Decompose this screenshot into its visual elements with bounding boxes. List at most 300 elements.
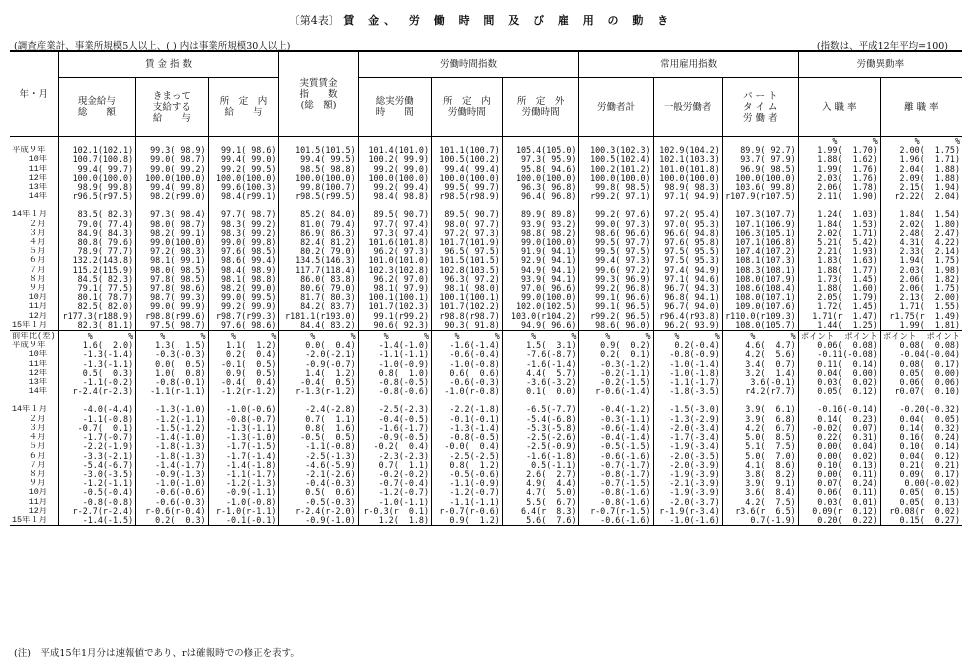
- table-row: [10, 488, 962, 497]
- row-label: [10, 137, 58, 147]
- table-cell: 1.83( 1.63): [798, 256, 880, 265]
- table-body: [10, 137, 962, 526]
- table-cell: 100.5(100.2): [432, 155, 503, 164]
- table-cell: -2.4(-2.8): [279, 405, 358, 414]
- table-cell: 2.00( 1.75): [880, 146, 962, 155]
- table-cell: -1.0(-1.4): [653, 360, 722, 369]
- table-cell: 85.2( 84.0): [279, 210, 358, 219]
- table-cell: -0.4(-1.4): [579, 433, 653, 442]
- table-cell: 101.7(102.2): [432, 302, 503, 311]
- table-cell: -0.8(-0.7): [208, 415, 279, 424]
- table-row: [10, 238, 962, 247]
- table-row: [10, 516, 962, 526]
- table-cell: 99.1( 98.6): [208, 146, 279, 155]
- row-label: 10月: [12, 293, 48, 303]
- table-cell: -1.9(-3.4): [653, 442, 722, 451]
- table-cell: -0.1(-0.1): [208, 516, 279, 526]
- table-cell: 108.0(107.9): [722, 275, 798, 284]
- table-cell: 100.2(101.2): [579, 165, 653, 174]
- table-cell: 102.8(103.5): [432, 266, 503, 275]
- table-cell: -3.6(-3.2): [502, 378, 579, 387]
- table-cell: 1.24( 1.03): [798, 210, 880, 219]
- table-cell: 96.7( 94.0): [653, 302, 722, 311]
- row-label: ７月: [12, 265, 46, 275]
- table-cell: 99.4( 99.5): [279, 155, 358, 164]
- table-cell: 107.3(107.7): [722, 210, 798, 219]
- col-header-accession-rate: 入 職 率: [798, 78, 880, 137]
- table-cell: 90.6( 92.3): [358, 321, 431, 331]
- table-cell: -1.0(-0.9): [358, 360, 431, 369]
- table-cell: 0.2( 0.3): [136, 516, 208, 526]
- table-cell: -1.2(r-1.2): [208, 387, 279, 396]
- table-cell: 0.08( 0.08): [880, 341, 962, 350]
- table-cell: -5.4(-6.7): [58, 461, 136, 470]
- table-cell: -1.9(-3.9): [653, 488, 722, 497]
- table-cell: -0.0( 0.4): [432, 442, 503, 451]
- table-cell: 0.05( 0.00): [880, 369, 962, 378]
- table-cell: -0.8(-1.7): [579, 470, 653, 479]
- table-row: [10, 415, 962, 424]
- row-label: ５月: [12, 442, 46, 452]
- table-cell: -1.2(-1.3): [208, 479, 279, 488]
- table-cell: -1.1(-1.1): [432, 498, 503, 507]
- table-cell: -1.3(-1.1): [58, 360, 136, 369]
- table-cell: 2.13( 2.00): [880, 293, 962, 302]
- table-cell: 84.9( 84.3): [58, 229, 136, 238]
- table-cell: 83.5( 82.3): [58, 210, 136, 219]
- table-row: [10, 302, 962, 311]
- table-cell: 97.8( 98.5): [136, 275, 208, 284]
- table-cell: 96.6( 94.8): [653, 229, 722, 238]
- table-cell: 5.5( 6.7): [502, 498, 579, 507]
- table-cell: 80.2( 79.0): [279, 247, 358, 256]
- table-cell: r0.07( 0.10): [880, 387, 962, 396]
- table-cell: 99.8(100.7): [279, 183, 358, 192]
- table-cell: % %: [722, 332, 798, 341]
- table-cell: 0.11( 0.14): [798, 360, 880, 369]
- table-cell: 86.0( 83.8): [279, 275, 358, 284]
- table-cell: 79.1( 77.5): [58, 284, 136, 293]
- table-cell: [653, 137, 722, 147]
- table-row: [10, 137, 962, 147]
- table-cell: -0.02( 0.07): [798, 424, 880, 433]
- table-cell: 96.3( 96.8): [502, 183, 579, 192]
- table-cell: 5.21( 5.42): [798, 238, 880, 247]
- table-cell: 1.88( 1.60): [798, 284, 880, 293]
- row-label: ８月: [12, 274, 46, 284]
- table-row: [10, 433, 962, 442]
- table-cell: 99.4( 99.8): [136, 183, 208, 192]
- table-cell: 100.0(100.0): [58, 174, 136, 183]
- table-cell: 84.2( 83.7): [279, 302, 358, 311]
- table-cell: 97.1( 94.6): [653, 275, 722, 284]
- table-cell: 99.0( 99.9): [136, 302, 208, 311]
- table-cell: 0.0( 0.5): [136, 360, 208, 369]
- table-cell: 3.6(-0.1): [722, 378, 798, 387]
- table-cell: 0.7( 1.1): [279, 415, 358, 424]
- table-cell: 80.1( 78.7): [58, 293, 136, 302]
- table-cell: -1.6(-1.7): [358, 424, 431, 433]
- table-cell: 0.10( 0.14): [880, 442, 962, 451]
- row-label: ８月: [12, 469, 46, 479]
- table-cell: -0.9(-0.5): [358, 433, 431, 442]
- row-label: 12月: [12, 506, 48, 516]
- table-cell: 97.7( 98.7): [208, 210, 279, 219]
- table-cell: 98.4(r99.1): [208, 192, 279, 201]
- row-label: 11年: [12, 164, 48, 174]
- table-cell: 92.9( 94.1): [502, 256, 579, 265]
- table-row: [10, 229, 962, 238]
- table-cell: 0.09( 0.17): [880, 470, 962, 479]
- table-cell: -0.4( 0.5): [279, 378, 358, 387]
- table-cell: 100.0(100.0): [653, 174, 722, 183]
- table-cell: 97.5( 98.7): [136, 321, 208, 331]
- table-cell: -1.6(-1.4): [502, 360, 579, 369]
- table-cell: r2.22( 2.04): [880, 192, 962, 201]
- table-cell: 0.06( 0.11): [798, 488, 880, 497]
- col-header-separation-rate: 離 職 率: [880, 78, 962, 137]
- table-cell: 98.3( 99.2): [208, 229, 279, 238]
- table-cell: 97.6( 98.6): [208, 321, 279, 331]
- table-cell: -0.8(-0.9): [653, 350, 722, 359]
- table-cell: -0.9(-1.3): [136, 470, 208, 479]
- scope-note: (調査産業計、事業所規模5人以上、( ) 内は事業所規模30人以上): [14, 41, 291, 52]
- table-cell: 84.5( 82.3): [58, 275, 136, 284]
- table-cell: 2.06( 1.82): [880, 275, 962, 284]
- table-cell: 100.0(100.0): [208, 174, 279, 183]
- table-cell: 95.8( 94.6): [502, 165, 579, 174]
- table-cell: 98.7( 99.3): [136, 293, 208, 302]
- table-cell: -0.9(-1.0): [279, 516, 358, 526]
- table-cell: -1.1(-0.8): [279, 442, 358, 451]
- table-cell: -1.7(-1.5): [208, 442, 279, 451]
- table-cell: -0.8(-1.6): [579, 498, 653, 507]
- table-row: [10, 452, 962, 461]
- table-cell: % %: [579, 332, 653, 341]
- working-hours-index-header: 労働時間指数: [358, 51, 579, 78]
- table-cell: 100.2( 99.9): [358, 155, 431, 164]
- table-cell: 1.96( 1.71): [880, 155, 962, 164]
- row-label-header: 年・月: [10, 51, 58, 137]
- table-cell: 99.2( 99.0): [358, 165, 431, 174]
- table-cell: -1.0(r-0.8): [432, 387, 503, 396]
- table-cell: 89.5( 90.7): [432, 210, 503, 219]
- table-cell: -1.0(-0.6): [208, 405, 279, 414]
- table-cell: 0.03( 0.01): [798, 498, 880, 507]
- table-cell: 109.0(107.6): [722, 302, 798, 311]
- table-row: [10, 293, 962, 302]
- table-row: [10, 479, 962, 488]
- table-cell: -1.0(-1.8): [653, 369, 722, 378]
- table-row: [10, 405, 962, 414]
- table-cell: -1.0(-1.0): [136, 479, 208, 488]
- table-cell: 5.6( 7.6): [502, 516, 579, 526]
- table-cell: 108.1(107.3): [722, 256, 798, 265]
- table-cell: 100.3(102.3): [579, 146, 653, 155]
- row-label: ６月: [12, 451, 46, 461]
- table-cell: 0.2( 0.4): [208, 350, 279, 359]
- table-cell: 101.1(100.7): [432, 146, 503, 155]
- table-cell: 98.1( 98.0): [432, 284, 503, 293]
- table-cell: 2.21( 1.93): [798, 247, 880, 256]
- table-cell: 94.9( 96.6): [502, 321, 579, 331]
- table-cell: -2.3(-2.3): [358, 452, 431, 461]
- table-cell: 5.0( 7.0): [722, 452, 798, 461]
- table-cell: 99.0( 97.3): [579, 220, 653, 229]
- table-cell: % %: [58, 332, 136, 341]
- row-label: ３月: [12, 423, 46, 433]
- table-cell: 80.6( 79.0): [279, 284, 358, 293]
- table-cell: -2.5(-0.9): [502, 442, 579, 451]
- table-cell: 5.1( 7.5): [722, 442, 798, 451]
- table-cell: -1.1(r-1.1): [136, 387, 208, 396]
- table-cell: 0.04( 0.05): [880, 415, 962, 424]
- table-cell: 97.7( 97.4): [358, 220, 431, 229]
- table-cell: 3.6( 8.4): [722, 488, 798, 497]
- table-cell: r96.4(r93.8): [653, 312, 722, 321]
- table-cell: 5.0( 8.5): [722, 433, 798, 442]
- table-cell: 100.0(100.0): [136, 174, 208, 183]
- table-cell: 0.0( 0.4): [279, 341, 358, 350]
- table-cell: 0.10( 0.13): [798, 461, 880, 470]
- spacer-row: [10, 396, 962, 405]
- table-cell: -1.2(-0.7): [432, 488, 503, 497]
- table-cell: -0.2(-1.1): [579, 369, 653, 378]
- table-cell: 0.05( 0.12): [798, 387, 880, 396]
- table-cell: 98.6( 96.0): [579, 321, 653, 331]
- table-cell: -2.1(-2.6): [279, 470, 358, 479]
- table-row: [10, 192, 962, 201]
- table-cell: 99.4( 99.7): [58, 165, 136, 174]
- row-label: ２月: [12, 414, 46, 424]
- row-label: 平成９年: [12, 146, 46, 156]
- table-cell: 101.7(102.3): [358, 302, 431, 311]
- table-cell: 93.7( 97.9): [722, 155, 798, 164]
- table-cell: 100.0(100.0): [358, 174, 431, 183]
- table-cell: 97.6( 95.8): [653, 238, 722, 247]
- table-cell: 1.99( 1.76): [798, 165, 880, 174]
- table-cell: 101.5(101.5): [432, 256, 503, 265]
- table-cell: 0.05( 0.15): [880, 488, 962, 497]
- table-cell: 2.02( 1.80): [880, 220, 962, 229]
- table-row: [10, 507, 962, 516]
- table-title-text: 賃 金、 労 働 時 間 及 び 雇 用 の 動 き: [343, 14, 674, 27]
- table-cell: r110.0(r109.3): [722, 312, 798, 321]
- table-cell: -0.8(-0.5): [358, 378, 431, 387]
- table-cell: 99.0( 98.7): [136, 155, 208, 164]
- table-cell: -0.6(-0.3): [432, 378, 503, 387]
- table-cell: 2.03( 1.76): [798, 174, 880, 183]
- table-cell: 0.03( 0.02): [798, 378, 880, 387]
- table-cell: 82.5( 82.0): [58, 302, 136, 311]
- table-cell: 0.14( 0.23): [798, 415, 880, 424]
- table-cell: 98.2( 99.1): [136, 229, 208, 238]
- table-cell: r-0.6(r-0.4): [136, 507, 208, 516]
- table-row: [10, 350, 962, 359]
- table-cell: 0.00( 0.04): [798, 442, 880, 451]
- table-cell: r181.1(r193.0): [279, 312, 358, 321]
- table-cell: 3.9( 6.8): [722, 415, 798, 424]
- table-cell: [208, 137, 279, 147]
- table-cell: -0.2(-1.5): [579, 378, 653, 387]
- table-cell: [432, 137, 503, 147]
- table-cell: 0.7(-1.9): [722, 516, 798, 526]
- table-cell: 0.00( 0.11): [798, 470, 880, 479]
- table-cell: 0.20( 0.22): [798, 516, 880, 526]
- table-cell: r99.2( 96.5): [579, 312, 653, 321]
- col-header-general-workers: 一般労働者: [653, 78, 722, 137]
- table-cell: 0.06( 0.06): [880, 378, 962, 387]
- table-cell: 1.0( 0.8): [136, 369, 208, 378]
- table-cell: 99.0(100.0): [502, 293, 579, 302]
- table-cell: 101.6(101.8): [358, 238, 431, 247]
- table-cell: 108.0(105.7): [722, 321, 798, 331]
- table-cell: r99.2( 97.1): [579, 192, 653, 201]
- col-header-overtime-hours: 所 定 外 労働時間: [502, 78, 579, 137]
- table-cell: 102.0(102.5): [502, 302, 579, 311]
- table-cell: 0.07( 0.24): [798, 479, 880, 488]
- table-cell: 1.84( 1.53): [798, 220, 880, 229]
- table-cell: 99.5( 99.7): [432, 183, 503, 192]
- table-cell: -1.1(-0.8): [58, 415, 136, 424]
- table-cell: 0.5(-1.1): [502, 461, 579, 470]
- row-label: ７月: [12, 460, 46, 470]
- table-cell: 0.21( 0.21): [880, 461, 962, 470]
- table-cell: 0.8( 1.6): [279, 424, 358, 433]
- table-cell: 98.1( 98.8): [208, 275, 279, 284]
- table-cell: 101.5(101.5): [279, 146, 358, 155]
- table-cell: 99.4( 97.3): [579, 256, 653, 265]
- table-cell: -1.4(-1.7): [136, 461, 208, 470]
- row-label: 10年: [12, 350, 48, 360]
- table-cell: -1.3(-1.0): [208, 433, 279, 442]
- table-cell: -0.6(-1.6): [579, 516, 653, 526]
- table-cell: 117.7(118.4): [279, 266, 358, 275]
- spacer-row: [10, 201, 962, 210]
- table-cell: -0.3(-0.3): [136, 350, 208, 359]
- table-title: [0, 12, 962, 28]
- table-cell: ポイント ポイント: [880, 332, 962, 341]
- table-cell: -2.5(-2.6): [502, 433, 579, 442]
- table-cell: 96.3( 97.2): [432, 275, 503, 284]
- table-cell: 98.1( 97.9): [358, 284, 431, 293]
- table-cell: [579, 137, 653, 147]
- table-cell: -0.20(-0.32): [880, 405, 962, 414]
- table-cell: 3.2( 1.4): [722, 369, 798, 378]
- table-cell: 100.7(100.8): [58, 155, 136, 164]
- table-cell: 100.1(100.1): [358, 293, 431, 302]
- table-cell: 100.0(100.0): [432, 174, 503, 183]
- table-cell: 78.9( 77.7): [58, 247, 136, 256]
- table-cell: -0.6(-0.4): [432, 350, 503, 359]
- table-cell: 2.02( 1.71): [798, 229, 880, 238]
- table-cell: -1.8(-1.3): [136, 442, 208, 451]
- table-cell: 0.16( 0.24): [880, 433, 962, 442]
- table-cell: 99.1( 96.6): [579, 293, 653, 302]
- table-cell: -0.11(-0.08): [798, 350, 880, 359]
- table-cell: 97.6( 98.5): [208, 247, 279, 256]
- table-row: [10, 210, 962, 219]
- table-cell: 99.3( 98.9): [136, 146, 208, 155]
- table-cell: 107.4(107.2): [722, 247, 798, 256]
- table-cell: 1.6( 2.0): [58, 341, 136, 350]
- table-cell: 94.9( 94.1): [502, 266, 579, 275]
- row-label: 11月: [12, 302, 48, 312]
- row-label: ９月: [12, 479, 46, 489]
- table-cell: 1.4( 1.2): [279, 369, 358, 378]
- table-cell: -1.2(-0.7): [358, 488, 431, 497]
- row-label: 12年: [12, 173, 48, 183]
- row-label: 10月: [12, 488, 48, 498]
- row-label: ４月: [12, 238, 46, 248]
- table-cell: % %: [358, 332, 431, 341]
- table-cell: [502, 137, 579, 147]
- table-row: [10, 321, 962, 331]
- table-cell: r98.5(r98.9): [432, 192, 503, 201]
- table-cell: 98.6( 96.6): [579, 229, 653, 238]
- row-label: 12年: [12, 368, 48, 378]
- table-cell: -0.2(-0.2): [358, 470, 431, 479]
- row-label: 14年: [12, 192, 48, 202]
- table-cell: -0.5(-0.3): [279, 498, 358, 507]
- table-cell: r-2.4(r-2.0): [279, 507, 358, 516]
- row-label: 12月: [12, 311, 48, 321]
- table-cell: 98.0( 98.5): [136, 266, 208, 275]
- col-header-scheduled: 所 定 内 給 与: [208, 78, 279, 137]
- table-cell: -0.6(-0.3): [136, 498, 208, 507]
- col-header-all-workers: 労働者計: [579, 78, 653, 137]
- table-cell: 107.1(106.9): [722, 220, 798, 229]
- row-label: 11年: [12, 359, 48, 369]
- table-cell: -0.16(-0.14): [798, 405, 880, 414]
- table-cell: 115.2(115.9): [58, 266, 136, 275]
- table-cell: 99.8( 98.5): [579, 183, 653, 192]
- table-cell: 99.0( 99.2): [136, 165, 208, 174]
- table-row: [10, 312, 962, 321]
- table-cell: -0.7( 0.1): [58, 424, 136, 433]
- table-cell: r177.3(r188.9): [58, 312, 136, 321]
- table-cell: -2.1(-3.9): [653, 479, 722, 488]
- table-cell: 84.4( 83.2): [279, 321, 358, 331]
- table-cell: -0.1(-0.1): [432, 415, 503, 424]
- table-cell: -5.4(-6.8): [502, 415, 579, 424]
- labor-turnover-header: 労働異動率: [798, 51, 962, 78]
- table-cell: 1.73( 1.45): [798, 275, 880, 284]
- table-cell: 0.5( 0.6): [279, 488, 358, 497]
- table-cell: 2.48( 2.47): [880, 229, 962, 238]
- table-cell: 81.7( 80.3): [279, 293, 358, 302]
- table-cell: 108.6(108.4): [722, 284, 798, 293]
- table-cell: 98.3( 99.2): [208, 220, 279, 229]
- table-cell: 97.5( 95.5): [653, 247, 722, 256]
- table-cell: 2.09( 1.88): [880, 174, 962, 183]
- col-header-scheduled-hours: 所 定 内 労働時間: [432, 78, 503, 137]
- row-label: ２月: [12, 219, 46, 229]
- table-cell: ポイント ポイント: [798, 332, 880, 341]
- table-cell: -1.7(-0.7): [58, 433, 136, 442]
- table-cell: 3.9( 6.1): [722, 405, 798, 414]
- wage-index-header: 賃 金 指 数: [58, 51, 279, 78]
- table-cell: -1.9(-3.9): [653, 470, 722, 479]
- table-cell: r3.6(r 6.5): [722, 507, 798, 516]
- table-cell: -0.4(-1.2): [579, 405, 653, 414]
- table-cell: 2.33( 2.14): [880, 247, 962, 256]
- table-cell: -0.8(-0.1): [136, 378, 208, 387]
- table-cell: -3.0(-3.5): [58, 470, 136, 479]
- table-cell: -2.2(-1.8): [432, 405, 503, 414]
- table-row: [10, 183, 962, 192]
- table-cell: 98.1( 99.1): [136, 256, 208, 265]
